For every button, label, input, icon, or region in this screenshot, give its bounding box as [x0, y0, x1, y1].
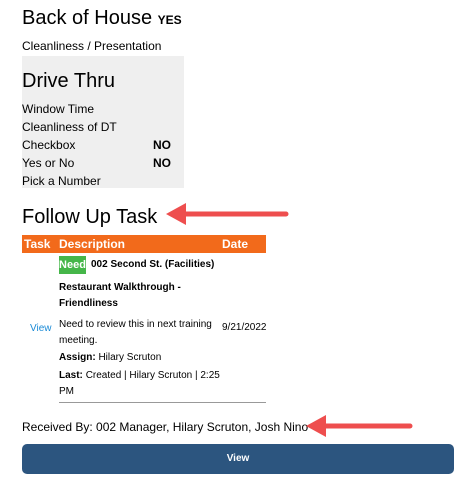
drive-thru-row-value: NO: [153, 138, 171, 152]
assign-label: Assign:: [59, 352, 96, 363]
drive-thru-row-label: Window Time: [22, 102, 95, 116]
drive-thru-row-value: NO: [153, 156, 171, 170]
task-assign: [59, 350, 161, 366]
task-date: 9/21/2022: [222, 322, 267, 333]
drive-thru-row-label: Pick a Number: [22, 174, 101, 188]
last-label: Last:: [59, 370, 83, 381]
back-of-house-value: YES: [157, 13, 182, 27]
follow-up-title: Follow Up Task: [22, 206, 158, 228]
drive-thru-row: [22, 155, 182, 171]
header-task: Task: [24, 237, 51, 251]
back-of-house-heading: [22, 6, 182, 32]
task-note: [59, 317, 212, 349]
annotation-arrow-icon: [164, 200, 290, 228]
task-table-header: [22, 235, 266, 253]
drive-thru-row: [22, 173, 182, 189]
drive-thru-row-label: Yes or No: [22, 156, 75, 170]
header-description: Description: [59, 237, 126, 251]
view-button[interactable]: View: [22, 444, 454, 474]
task-view-link[interactable]: View: [30, 323, 52, 334]
task-name-line: Restaurant Walkthrough -: [59, 282, 181, 293]
task-divider: [59, 402, 266, 403]
task-location: 002 Second St. (Facilities): [91, 259, 215, 270]
drive-thru-row: [22, 119, 182, 135]
task-last: [59, 368, 220, 400]
drive-thru-row: [22, 137, 182, 153]
assign-value: Hilary Scruton: [98, 352, 162, 363]
task-note-line: meeting.: [59, 335, 98, 346]
header-date: Date: [222, 237, 249, 251]
drive-thru-title: Drive Thru: [22, 70, 115, 92]
drive-thru-row-label: Cleanliness of DT: [22, 120, 117, 134]
back-of-house-item: Cleanliness / Presentation: [22, 39, 162, 53]
status-badge: Need: [59, 256, 86, 274]
drive-thru-row: [22, 101, 182, 117]
drive-thru-row-label: Checkbox: [22, 138, 76, 152]
task-name-line: Friendliness: [59, 298, 118, 309]
back-of-house-title: Back of House: [22, 7, 153, 29]
received-by: Received By: 002 Manager, Hilary Scruton, Josh Nino: [22, 420, 309, 434]
last-value: Created | Hilary Scruton | 2:25: [85, 370, 220, 381]
annotation-arrow-icon: [304, 412, 414, 440]
task-name: [59, 280, 181, 312]
last-value-cont: PM: [59, 386, 74, 397]
task-note-line: Need to review this in next training: [59, 319, 212, 330]
